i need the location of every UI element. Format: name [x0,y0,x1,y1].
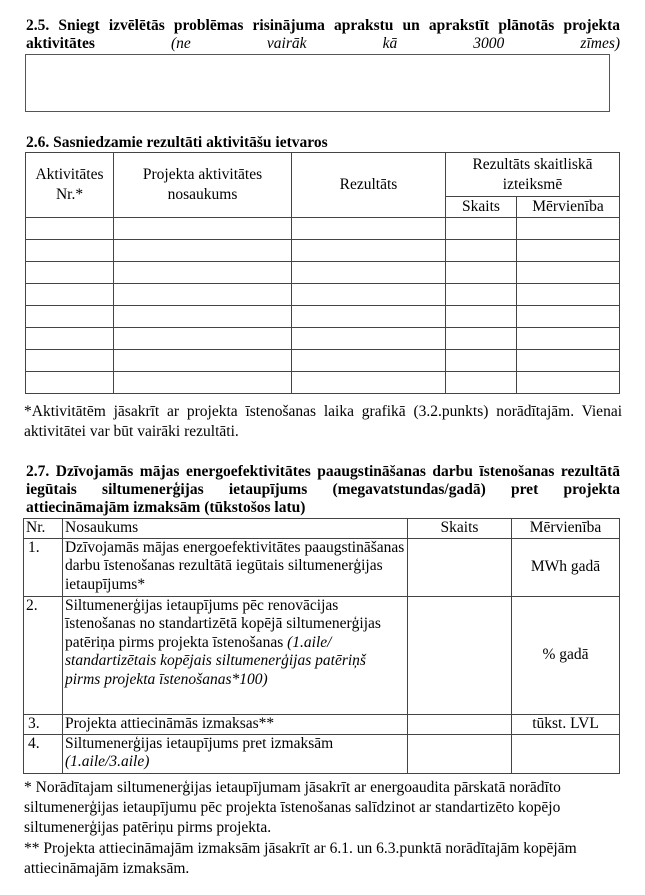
section-2-7-heading: 2.7. Dzīvojamās mājas energoefektivitātes paaugstināšanas darbu īstenošanas rezultātā iegūtais siltumenerģijas ietaupījums (megavatstundas/gadā) pret projekta attiecināmajām izmaksām (tūkstošos latu) [26,463,620,516]
table-cell[interactable] [114,350,292,372]
row-nr: 4. [24,734,63,773]
table-cell[interactable] [446,372,517,394]
row-nr: 3. [24,714,63,734]
row-unit [512,734,620,773]
row-unit: MWh gadā [512,538,620,596]
header-numeric-result: Rezultāts skaitliskā izteiksmē [446,153,620,197]
table-cell[interactable] [446,284,517,306]
table-cell[interactable] [26,218,114,240]
header-nr: Nr. [24,519,63,539]
header-count: Skaits [408,519,512,539]
table-cell[interactable] [517,306,620,328]
table-cell[interactable] [446,328,517,350]
table-cell[interactable] [446,240,517,262]
table-cell[interactable] [114,218,292,240]
table-row [26,350,620,372]
table-cell[interactable] [517,284,620,306]
table-cell[interactable] [26,240,114,262]
energy-savings-table [23,518,620,774]
row-name: Projekta attiecināmās izmaksas** [63,714,408,734]
header-count: Skaits [446,197,517,218]
table-row [24,734,620,773]
section-2-6-heading: 2.6. Sasniedzamie rezultāti aktivitāšu ietvaros [26,134,328,151]
header-unit: Mērvienība [512,519,620,539]
costs-footnote: ** Projekta attiecināmajām izmaksām jāsakrīt ar 6.1. un 6.3.punktā norādītajām kopējām attiecināmajām izmaksām. [24,840,577,877]
row-nr: 1. [24,538,63,596]
table-row [26,284,620,306]
row-formula: (1.aile/ standartizētais kopējais siltumenerģijas patēriņš pirms projekta īstenošanas*100) [65,633,366,688]
table-cell[interactable] [114,284,292,306]
row-count-cell[interactable] [408,734,512,773]
table-cell[interactable] [517,240,620,262]
table-cell[interactable] [114,262,292,284]
table-cell[interactable] [292,284,446,306]
table-row [26,328,620,350]
table-cell[interactable] [292,218,446,240]
table-row [24,714,620,734]
table-cell[interactable] [26,284,114,306]
table-cell[interactable] [292,240,446,262]
row-name: Siltumenerģijas ietaupījums pēc renovācijas īstenošanas no standartizētā kopējā siltumenerģijas patēriņa pirms projekta īstenošanas [65,596,381,651]
table-cell[interactable] [446,262,517,284]
table-cell[interactable] [446,218,517,240]
description-textbox[interactable] [25,54,610,112]
table-cell[interactable] [517,328,620,350]
row-formula: (1.aile/3.aile) [65,753,150,770]
table-cell[interactable] [114,372,292,394]
savings-footnote: * Norādītajam siltumenerģijas ietaupījumam jāsakrīt ar energoaudita pārskatā norādīto siltumenerģijas ietaupījumu pēc projekta īstenošanas salīdzinot ar standartizēto kopējo siltumenerģijas patēriņu pirms projekta. [24,779,561,836]
table-cell[interactable] [517,350,620,372]
header-unit: Mērvienība [517,197,620,218]
section-2-5-title: 2.5. Sniegt izvēlētās problēmas risinājuma aprakstu un aprakstīt plānotās projekta aktivitātes [26,17,620,52]
table-cell[interactable] [292,372,446,394]
table-cell[interactable] [517,262,620,284]
header-activity-name: Projekta aktivitātes nosaukums [114,153,292,218]
header-activity-nr: Aktivitātes Nr.* [26,153,114,218]
row-count-cell[interactable] [408,596,512,714]
table-row [24,596,620,714]
table-cell[interactable] [446,350,517,372]
table-cell[interactable] [292,262,446,284]
row-name: Dzīvojamās mājas energoefektivitātes paaugstināšanas darbu īstenošanas rezultātā iegūtais siltumenerģijas ietaupījums* [63,538,408,596]
row-count-cell[interactable] [408,538,512,596]
table-cell[interactable] [517,218,620,240]
row-name-cell [63,734,408,773]
row-nr: 2. [24,596,63,714]
table-row [24,538,620,596]
row-count-cell[interactable] [408,714,512,734]
header-result: Rezultāts [292,153,446,218]
row-name-cell [63,596,408,714]
table-cell[interactable] [26,306,114,328]
table-row [26,372,620,394]
section-2-5-limit-note: (ne vairāk kā 3000 zīmes) [171,35,621,52]
activity-footnote: *Aktivitātēm jāsakrīt ar projekta īstenošanas laika grafikā (3.2.punkts) norādītajām. Vienai aktivitātei var būt vairāki rezultāti. [24,403,622,440]
table-cell[interactable] [114,240,292,262]
table-cell[interactable] [114,306,292,328]
section-2-5-heading [26,17,620,53]
table-cell[interactable] [446,306,517,328]
table-cell[interactable] [26,262,114,284]
header-name: Nosaukums [63,519,408,539]
row-unit: tūkst. LVL [512,714,620,734]
table-cell[interactable] [114,328,292,350]
table-row [26,240,620,262]
table-cell[interactable] [26,350,114,372]
table-cell[interactable] [292,350,446,372]
table-cell[interactable] [26,372,114,394]
row-unit: % gadā [512,596,620,714]
table-cell[interactable] [26,328,114,350]
row-name: Siltumenerģijas ietaupījums pret izmaksām [65,734,334,752]
table-header-row [24,519,620,539]
table-row [26,306,620,328]
table-cell[interactable] [292,328,446,350]
table-row [26,218,620,240]
results-table [25,152,620,394]
table-cell[interactable] [517,372,620,394]
table-cell[interactable] [292,306,446,328]
table-row [26,262,620,284]
